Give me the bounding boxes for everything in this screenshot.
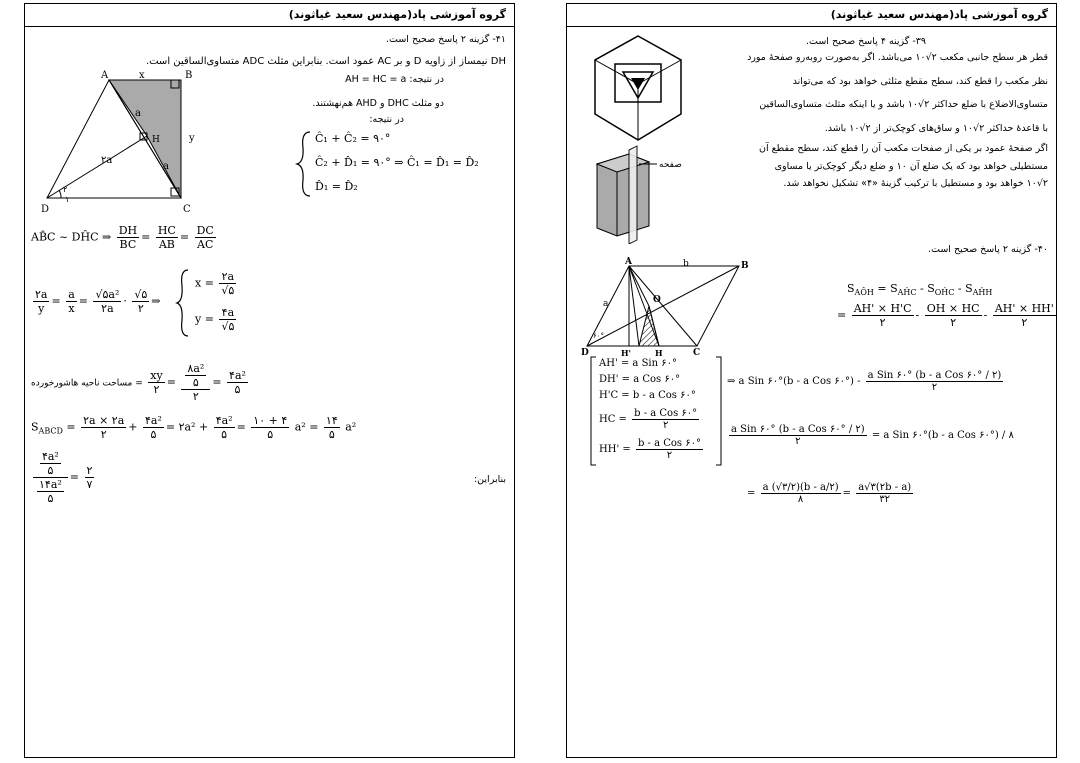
plane-label: صفحه — [659, 160, 682, 170]
final-numerator: a√۳(۲b - a) — [858, 482, 912, 493]
xy-system: x = $\frac{۲a}{√۵}$ y = $\frac{۴a}{√۵}$ — [175, 268, 275, 338]
label-d: D — [581, 348, 589, 356]
label-2a-side: ۲a — [101, 155, 113, 166]
angle-label: ۲ — [63, 185, 68, 194]
angle-label: ۱ — [65, 195, 70, 204]
label-a-side: a — [135, 108, 141, 119]
label-a: A — [625, 257, 632, 267]
area-subscript: ABCD — [38, 426, 63, 436]
label-o: O — [653, 295, 661, 305]
page-left — [24, 3, 515, 758]
cube-figure — [593, 34, 683, 142]
arrow-expression: ⇒ a Sin ۶۰°(b - a Cos ۶۰°) - — [727, 376, 861, 387]
page-header — [25, 4, 514, 27]
equation: D̂₁ = D̂₂ — [315, 180, 358, 193]
label-d: D — [41, 204, 50, 215]
equation: H'C = b - a Cos ۶۰° — [599, 390, 696, 401]
brace-icon — [295, 130, 315, 198]
label-side-b: b — [683, 259, 689, 269]
shaded-area-equation: مساحت ناحیه هاشورخورده = $\frac{xy}{۲}$ = $\frac{\frac{\text{۸a²}}{۵}}{۲}$ = $\frac{\text{۴a²}}{۵}$ — [31, 362, 246, 403]
label-c: C — [693, 348, 701, 356]
angle-label: ۶۰° — [593, 332, 605, 340]
area-symbol: S — [31, 420, 39, 434]
text-line: اگر صفحهٔ عمود بر یکی از صفحات مکعب آن را قطع کند، سطح مقطع آن — [758, 143, 1048, 154]
equation: HC = — [599, 414, 627, 425]
similarity-equation: AB̂C ~ DĤC ⇒ $\frac{DH}{BC}$ = $\frac{HC}{AB}$ = $\frac{DC}{AC}$ — [31, 224, 214, 251]
label-y: y — [189, 133, 195, 144]
label-b: B — [185, 70, 193, 81]
header-title: گروه آموزشی پاد(مهندس سعید غیاثوند) — [288, 8, 506, 21]
equation-system: AH' = a Sin ۶۰° DH' = a Cos ۶۰° H'C = b - a Cos ۶۰° HC = $\frac{\text{b - a Cos ۶۰°}}{۲}$ HH' = $\frac{\text{b - a Cos ۶۰°}}{۲}$ — [589, 356, 723, 466]
ratio-equation: $\frac{۲a}{y}$ = $\frac{a}{x}$ = $\frac{\text{√۵a²}}{۲a}$ · $\frac{√۵}{۲}$ ⇒ — [35, 288, 161, 315]
label-h-prime: H' — [621, 348, 632, 356]
header-title: گروه آموزشی پاد(مهندس سعید غیاثوند) — [830, 8, 1048, 21]
bracket-icon — [715, 356, 723, 466]
text-line: در نتیجه: AH = HC = a — [345, 74, 444, 85]
label-h: H — [152, 135, 160, 145]
question-39-title: ۳۹- گزینه ۴ پاسخ صحیح است. — [805, 36, 926, 47]
area-symbol: S — [847, 282, 855, 295]
parallelogram-figure — [579, 256, 749, 356]
text-line: ۲√۱۰ خواهد بود و مستطیل با ترکیب گزینهٔ «۴» تشکیل نخواهد شد. — [783, 178, 1048, 189]
text-line: قطر هر سطح جانبی مکعب ۲√۱۰ می‌باشد. اگر به‌صورت روبه‌رو صفحهٔ مورد — [747, 52, 1048, 63]
area-aoh-equation: $S_{AÔH} = S_{AĤC} - S_{OĤC} - S_{AĤH}$ — [847, 282, 993, 298]
label-a-side: a — [163, 161, 169, 172]
triangle-figure — [39, 66, 219, 216]
text-line: با قاعدهٔ حداکثر ۲√۱۰ و ساق‌های کوچک‌تر از ۲√۱۰ باشد. — [824, 123, 1048, 134]
label-b: B — [741, 261, 749, 271]
question-40-title: ۴۰- گزینه ۲ پاسخ صحیح است. — [927, 244, 1048, 255]
equation: DH' = a Cos ۶۰° — [599, 374, 681, 385]
text-line: دو مثلث DHC و AHD هم‌نهشتند. — [312, 98, 444, 109]
label-c: C — [183, 204, 191, 215]
bracket-icon — [589, 356, 597, 466]
area-abcd-equation: $S_{ABCD}$ = $\frac{۲a \times ۲a}{۲}$ + $\frac{\text{۴a²}}{۵}$ = ۲a² + $\frac{\text{۴a²}}{۵}$ = $\frac{۱۰ + ۴}{۵}$ a² = $\frac{۱۴}{۵}$ a² — [31, 414, 357, 441]
text-line: نظر مکعب را قطع کند، سطح مقطع مثلثی خواهد بود که می‌تواند — [792, 76, 1048, 87]
similarity-text: AB̂C ~ DĤC ⇒ — [31, 230, 112, 244]
page-right — [566, 3, 1057, 758]
brace-icon — [175, 268, 191, 338]
equation-result: = a Sin ۶۰°(b - a Cos ۶۰°) — [871, 430, 999, 441]
text-line: DH نیمساز از زاویه D و بر AC عمود است. بنابراین مثلث ADC متساوی‌الساقین است. — [145, 56, 506, 67]
shaded-area-label: مساحت ناحیه هاشورخورده = — [31, 378, 143, 389]
substitution-equation: ⇒ a Sin ۶۰°(b - a Cos ۶۰°) - $\frac{\text{a Sin ۶۰° (b - a Cos ۶۰° / ۲)}}{۲}$ — [727, 370, 1002, 393]
text-line: متساوی‌الاضلاع با ضلع حداکثر ۲√۱۰ باشد و یا اینکه مثلث متساوی‌الساقین — [759, 99, 1048, 110]
equation: AH' = a Sin ۶۰° — [599, 358, 677, 369]
text-line: مستطیلی خواهد بود که یک ضلع آن ۱۰ و ضلع دیگر کوچک‌تر یا مساوی — [774, 161, 1048, 172]
equation-system — [295, 130, 495, 198]
equation: Ĉ₁ + Ĉ₂ = ۹۰° — [315, 132, 391, 145]
page-header — [567, 4, 1056, 27]
equation: HH' = — [599, 444, 631, 455]
equation: Ĉ₂ + D̂₁ = ۹۰° ⇒ Ĉ₁ = D̂₁ = D̂₂ — [315, 156, 479, 169]
therefore-label: بنابراین: — [473, 474, 506, 485]
question-41-title: ۴۱- گزینه ۲ پاسخ صحیح است. — [385, 34, 506, 45]
label-a: A — [101, 70, 109, 81]
label-h: H — [655, 348, 663, 356]
label-x: x — [139, 70, 145, 81]
area-expansion: = $\frac{AH' \times H'C}{۲}$ - $\frac{OH \times HC}{۲}$ - $\frac{AH' \times HH'}{۲}$ — [837, 302, 1054, 329]
final-ratio: $\frac{\frac{\text{۴a²}}{۵}}{\frac{\text{۱۴a²}}{۵}}$ = $\frac{۲}{۷}$ — [31, 450, 96, 505]
label-side-a: a — [603, 299, 609, 309]
simplified-equation: $\frac{\text{a Sin ۶۰° (b - a Cos ۶۰° / ۲)}}{۲}$ = a Sin ۶۰°(b - a Cos ۶۰°) / ۸ — [731, 424, 1014, 447]
final-equation: = $\frac{a (√۳/۲)(b - a/۲)}{۸}$ = $\frac{a√۳(۲b - a)}{۳۲}$ — [747, 482, 912, 505]
cube-plane-figure — [589, 144, 699, 244]
text-line: در نتیجه: — [369, 114, 404, 125]
